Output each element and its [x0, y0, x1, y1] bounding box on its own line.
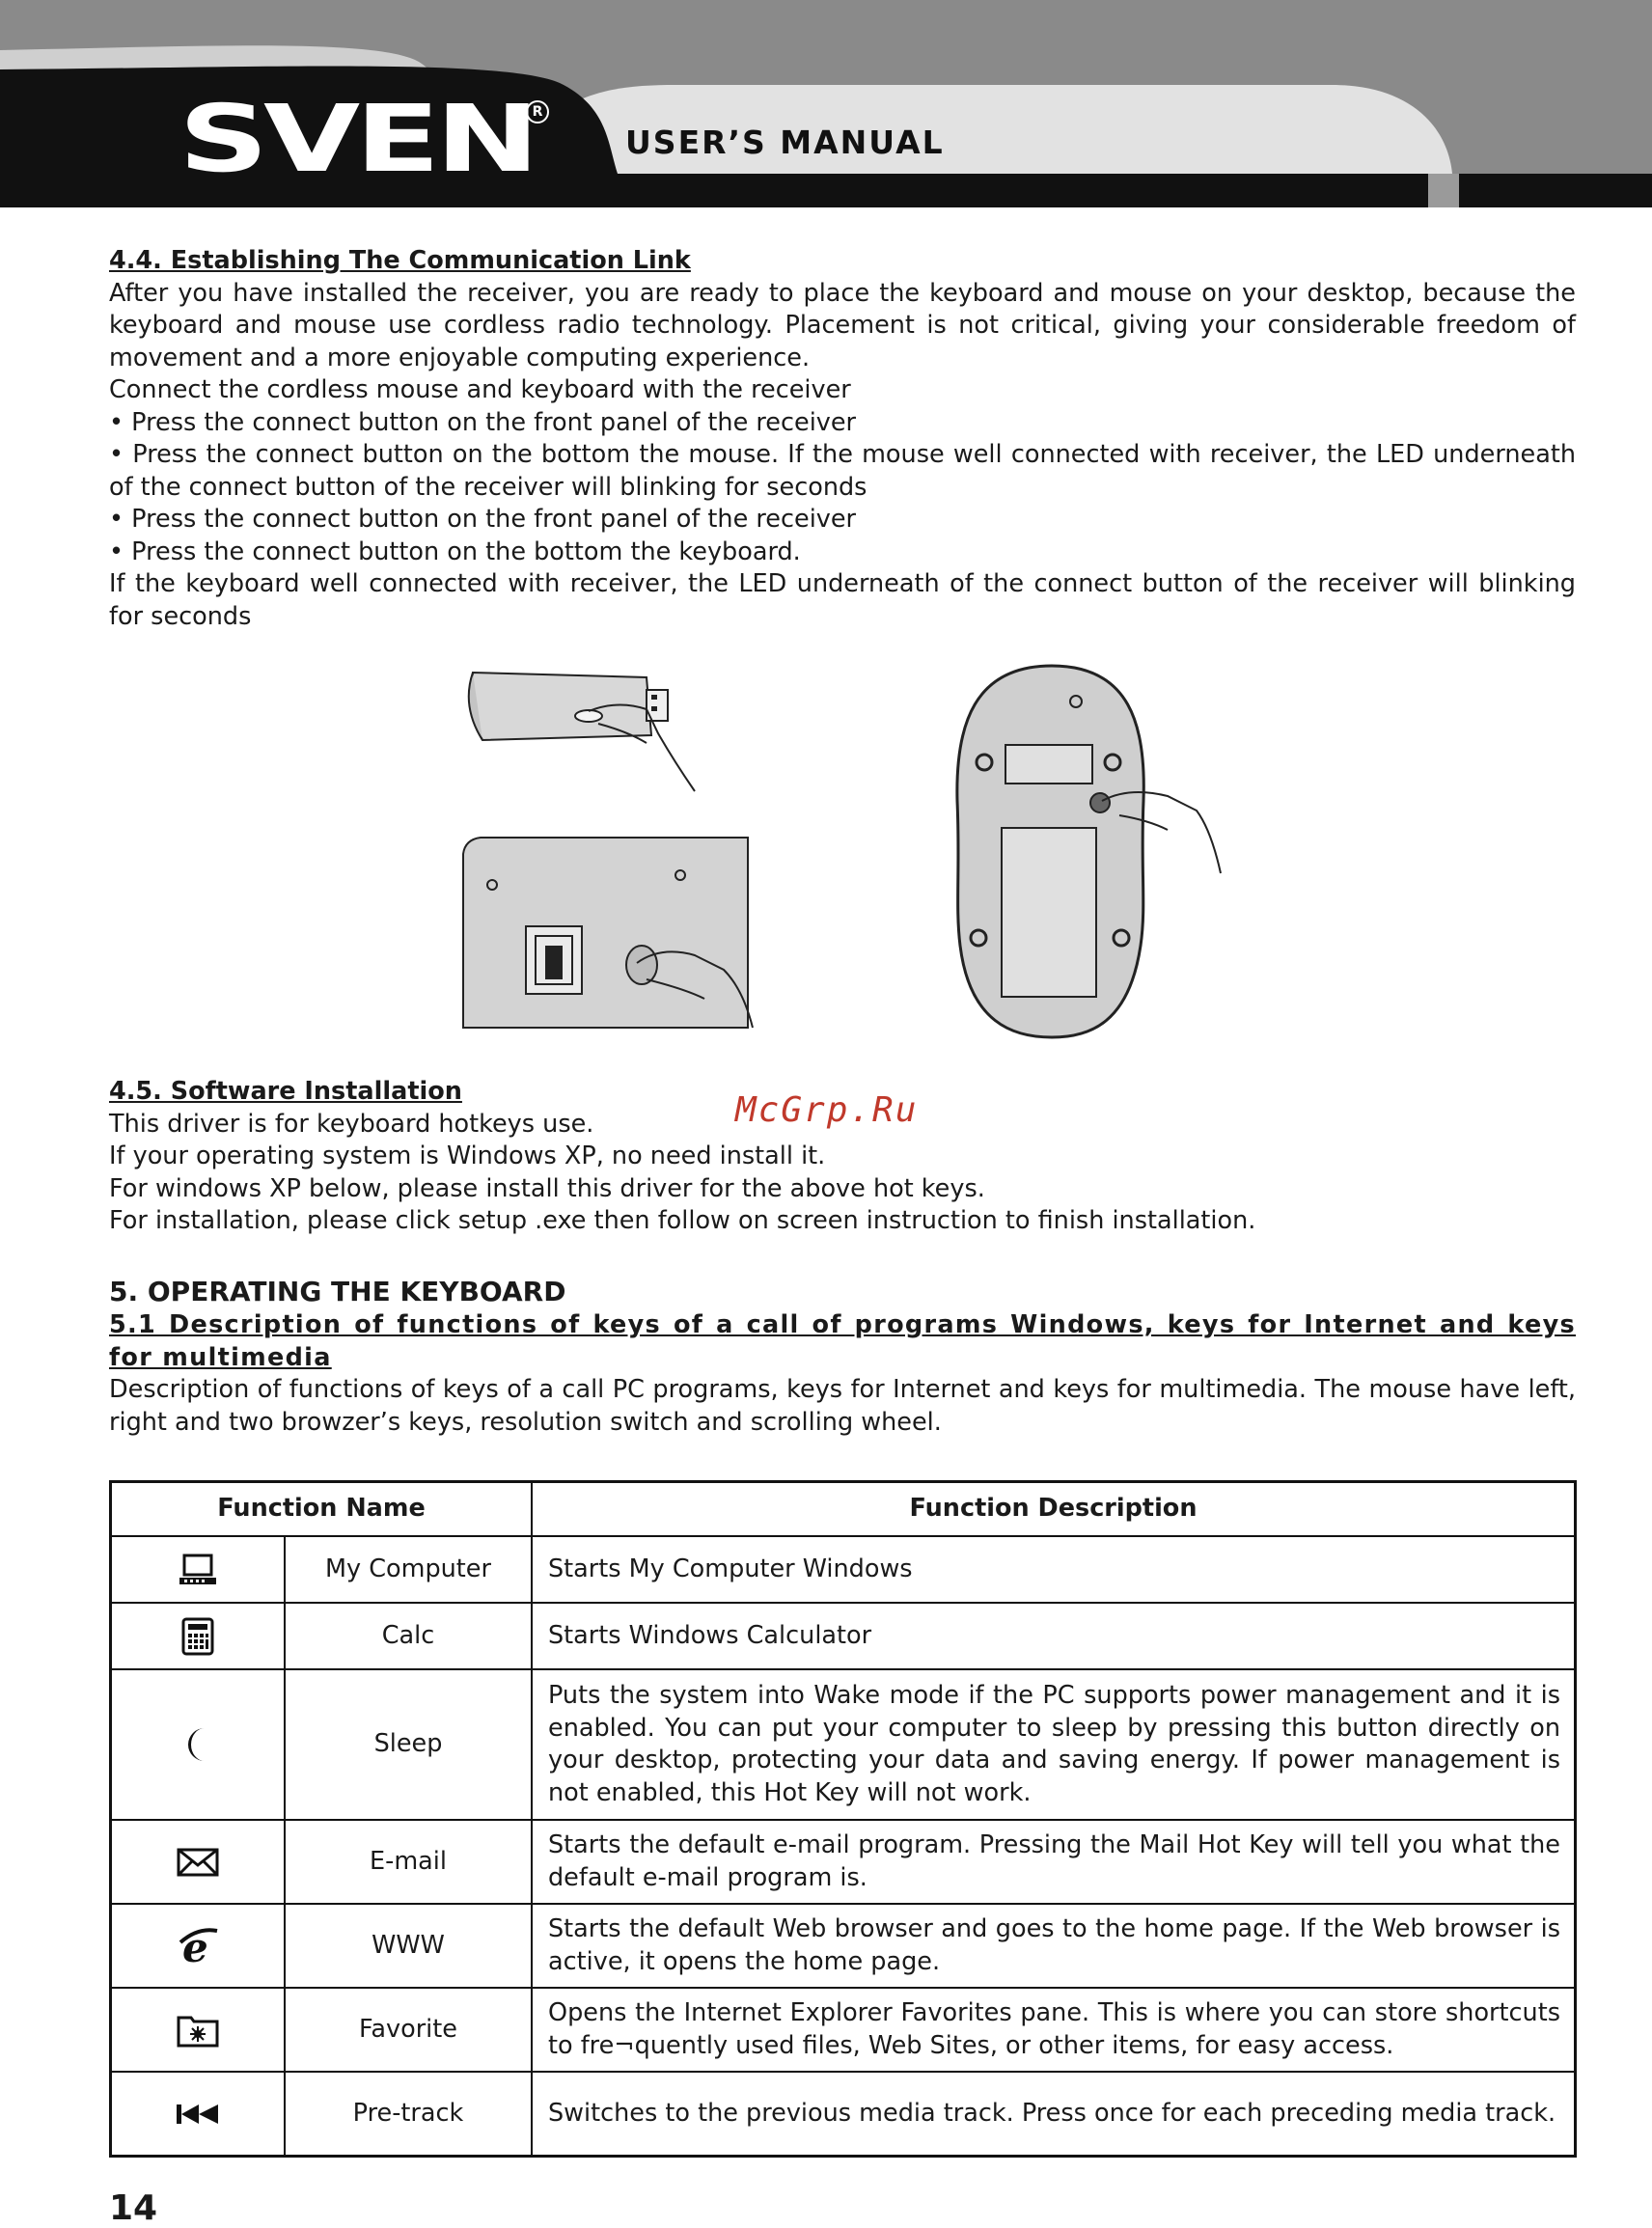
brand-logo: SVEN [179, 85, 536, 193]
section-5-1 [109, 1309, 1576, 1439]
function-description: Starts the default e-mail program. Pressing the Mail Hot Key will tell you what the default e-mail program is. [532, 1820, 1576, 1904]
icon-cell [111, 1536, 286, 1603]
icon-cell [111, 1603, 286, 1669]
function-name: E-mail [285, 1820, 532, 1904]
mouse-underside-illustration [957, 666, 1221, 1037]
icon-cell [111, 1904, 286, 1988]
paragraph: This driver is for keyboard hotkeys use. [109, 1109, 594, 1139]
paragraph: After you have installed the receiver, you are ready to place the keyboard and mouse on your desktop, because the keyboard and mouse use cordless radio technology. Placement is not critical, giving your considerable freedom of movement and a more enjoyable computing experience. [109, 278, 1576, 372]
table-row [111, 1603, 1576, 1669]
registered-mark: R [526, 100, 549, 124]
envelope-icon [176, 1847, 220, 1878]
header-function-description: Function Description [532, 1482, 1576, 1537]
function-name: WWW [285, 1904, 532, 1988]
table-row [111, 1536, 1576, 1603]
section-heading: 4.5. Software Installation [109, 1077, 462, 1106]
function-description: Switches to the previous media track. Press once for each preceding media track. [532, 2072, 1576, 2156]
paragraph: If the keyboard well connected with receiver, the LED underneath of the connect button of the receiver will blinking for seconds [109, 569, 1576, 631]
section-heading: 5.1 Description of functions of keys of a call of programs Windows, keys for Internet and keys for multimedia [109, 1310, 1576, 1372]
manual-title: USER’S MANUAL [625, 124, 945, 161]
icon-cell [111, 1988, 286, 2072]
table-header-row [111, 1482, 1576, 1537]
icon-cell [111, 1669, 286, 1820]
page-header [0, 0, 1652, 207]
bullet-item: • Press the connect button on the bottom the mouse. If the mouse well connected with receiver, the LED underneath of the connect button of the receiver will blinking for seconds [109, 440, 1576, 502]
icon-cell [111, 2072, 286, 2156]
table-row [111, 2072, 1576, 2156]
function-table [109, 1480, 1577, 2158]
paragraph: Connect the cordless mouse and keyboard with the receiver [109, 375, 851, 404]
function-description: Opens the Internet Explorer Favorites pane. This is where you can store shortcuts to fre¬quently used files, Web Sites, or other items, for easy access. [532, 1988, 1576, 2072]
moon-icon [183, 1725, 212, 1764]
paragraph: For installation, please click setup .exe then follow on screen instruction to finish installation. [109, 1206, 1256, 1235]
paragraph: If your operating system is Windows XP, no need install it. [109, 1142, 826, 1170]
table-row [111, 1904, 1576, 1988]
connection-illustrations [454, 656, 1245, 1042]
section-4-4 [109, 245, 1576, 633]
function-name: My Computer [285, 1536, 532, 1603]
chapter-title: 5. OPERATING THE KEYBOARD [109, 1276, 566, 1307]
illustration-svg [454, 656, 1245, 1042]
section-heading: 4.4. Establishing The Communication Link [109, 246, 691, 275]
favorites-folder-icon [176, 2012, 220, 2049]
paragraph: Description of functions of keys of a call PC programs, keys for Internet and keys for multimedia. The mouse have left, right and two browzer’s keys, resolution switch and scrolling wheel. [109, 1375, 1576, 1437]
watermark: McGrp.Ru [735, 1090, 919, 1130]
table-row [111, 1988, 1576, 2072]
bullet-item: • Press the connect button on the front panel of the receiver [109, 407, 857, 437]
receiver-illustration [469, 673, 695, 791]
function-description: Puts the system into Wake mode if the PC supports power management and it is enabled. You can put your computer to sleep by pressing this button directly on your desktop, protecting your data and saving energy. If power management is not enabled, this Hot Key will not work. [532, 1669, 1576, 1820]
keyboard-underside-illustration [463, 838, 753, 1028]
function-description: Starts the default Web browser and goes to the home page. If the Web browser is active, it opens the home page. [532, 1904, 1576, 1988]
previous-track-icon [175, 2103, 221, 2126]
calculator-icon [180, 1617, 215, 1656]
computer-icon [177, 1553, 219, 1587]
function-description: Starts My Computer Windows [532, 1536, 1576, 1603]
page-number: 14 [109, 2188, 158, 2228]
function-name: Sleep [285, 1669, 532, 1820]
bullet-item: • Press the connect button on the front panel of the receiver [109, 505, 857, 534]
function-name: Pre-track [285, 2072, 532, 2156]
internet-explorer-icon [177, 1925, 219, 1967]
function-name: Favorite [285, 1988, 532, 2072]
paragraph: For windows XP below, please install this driver for the above hot keys. [109, 1173, 985, 1203]
function-name: Calc [285, 1603, 532, 1669]
svg-text:e: e [182, 1924, 208, 1967]
function-description: Starts Windows Calculator [532, 1603, 1576, 1669]
section-4-5 [109, 1076, 1576, 1238]
icon-cell [111, 1820, 286, 1904]
table-row [111, 1820, 1576, 1904]
table-row [111, 1669, 1576, 1820]
header-function-name: Function Name [111, 1482, 533, 1537]
bullet-item: • Press the connect button on the bottom the keyboard. [109, 536, 801, 566]
